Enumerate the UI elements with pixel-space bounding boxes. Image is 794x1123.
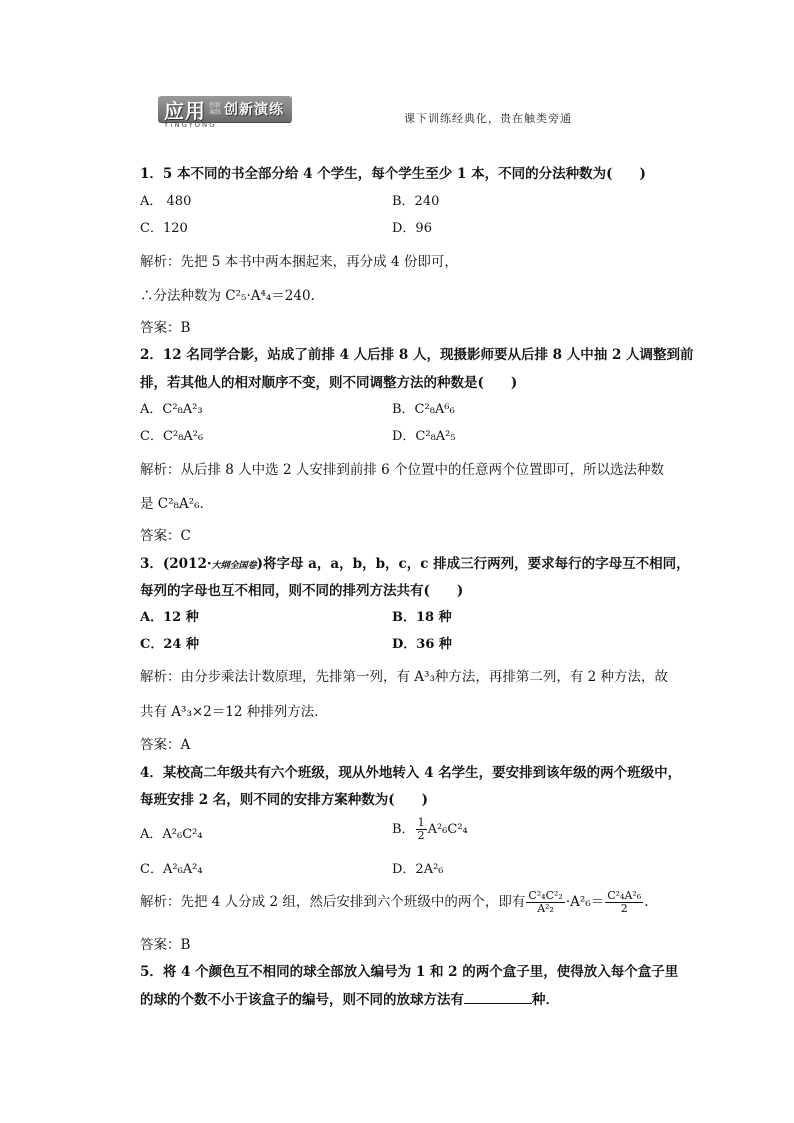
q3-stem-line1: 3．(2012·大纲全国卷)将字母 a，a，b，b，c，c 排成三行两列，要求每行的字母互不相同， (140, 556, 690, 572)
q2-analysis-line1: 解析：从后排 8 人中选 2 人安排到前排 6 个位置中的任意两个位置即可，所以选法种数 (140, 462, 665, 478)
q3-source: 大纲全国卷 (211, 561, 257, 571)
q4-option-b: B． $\frac{1}{2}$ A²₆C²₄ (392, 816, 468, 842)
q4-option-c: C．A²₆A²₄ (140, 862, 203, 877)
header-slogan: 课下训练经典化，贵在触类旁通 (404, 112, 572, 125)
q1-stem: 1．5 本不同的书全部分给 4 个学生，每个学生至少 1 本，不同的分法种数为( ) (140, 166, 646, 182)
q3-option-d: D．36 种 (392, 637, 452, 652)
badge-subtitle: 创新演练 (224, 102, 285, 118)
badge-title: 应用 (164, 98, 206, 123)
q1-analysis-result: ∴分法种数为 C²₅·A⁴₄＝240. (140, 288, 315, 304)
q1-option-d: D．96 (392, 221, 432, 236)
q1-answer: 答案：B (140, 320, 191, 336)
q2-option-c: C．C²₈A²₆ (140, 429, 204, 444)
q4-analysis: 解析：先把 4 人分成 2 组，然后安排到六个班级中的两个，即有 $\frac{\text{C²₄C²₂}}{\text{A²₂}}$ ·A²₆＝ $\frac{\text{C²₄A²₆}}{2}$ . (140, 889, 649, 915)
q1-analysis: 解析：先把 5 本书中两本捆起来，再分成 4 份即可， (140, 254, 458, 270)
section-badge (158, 96, 292, 122)
q2-option-b: B．C²₈A⁶₆ (392, 402, 455, 417)
q4-stem-line2: 每班安排 2 名，则不同的安排方案种数为( ) (140, 792, 429, 808)
q2-answer: 答案：C (140, 528, 191, 544)
q3-option-c: C．24 种 (140, 637, 199, 652)
q3-analysis-line2: 共有 A³₃×2＝12 种排列方法． (140, 704, 328, 720)
q4-option-a: A．A²₆C²₄ (140, 827, 203, 842)
q4-option-d: D．2A²₆ (392, 862, 444, 877)
q4-answer: 答案：B (140, 937, 191, 953)
q3-answer: 答案：A (140, 737, 191, 753)
badge-pinyin: YINGYONG (164, 121, 217, 129)
q5-stem-line2: 的球的个数不小于该盒子的编号，则不同的放球方法有 种． (140, 992, 559, 1008)
q2-stem-line1: 2．12 名同学合影，站成了前排 4 人后排 8 人，现摄影师要从后排 8 人中抽 2 人调整到前 (140, 347, 694, 363)
q4-option-b-fraction: $\frac{1}{2}$ (417, 816, 425, 842)
q3-option-a: A．12 种 (140, 610, 199, 625)
q1-option-c: C．120 (140, 221, 188, 236)
q2-stem-line2: 排，若其他人的相对顺序不变，则不同调整方法的种数是( ) (140, 375, 518, 391)
q1-option-b: B．240 (392, 194, 440, 209)
q3-stem-line2: 每列的字母也互不相同，则不同的排列方法共有( ) (140, 583, 464, 599)
q3-option-b: B．18 种 (392, 610, 452, 625)
badge-small-text: 创新 演练 (209, 102, 222, 116)
q2-option-a: A．C²₈A²₃ (140, 402, 203, 417)
q4-analysis-fraction-1: $\frac{\text{C²₄C²₂}}{\text{A²₂}}$ (528, 889, 563, 915)
q5-stem-line1: 5．将 4 个颜色互不相同的球全部放入编号为 1 和 2 的两个盒子里，使得放入每个盒子里 (140, 964, 679, 980)
q4-analysis-fraction-2: $\frac{\text{C²₄A²₆}}{2}$ (607, 889, 642, 915)
q2-option-d: D．C²₈A²₅ (392, 429, 456, 444)
q2-analysis-line2: 是 C²₈A²₆. (140, 496, 204, 512)
q4-stem-line1: 4．某校高二年级共有六个班级，现从外地转入 4 名学生，要安排到该年级的两个班级中， (140, 765, 682, 781)
q3-analysis-line1: 解析：由分步乘法计数原理，先排第一列，有 A³₃种方法，再排第二列，有 2 种方法，故 (140, 669, 669, 685)
section-header (158, 96, 658, 132)
q5-answer-blank[interactable] (464, 991, 532, 1004)
q1-option-a: A． 480 (140, 194, 192, 209)
